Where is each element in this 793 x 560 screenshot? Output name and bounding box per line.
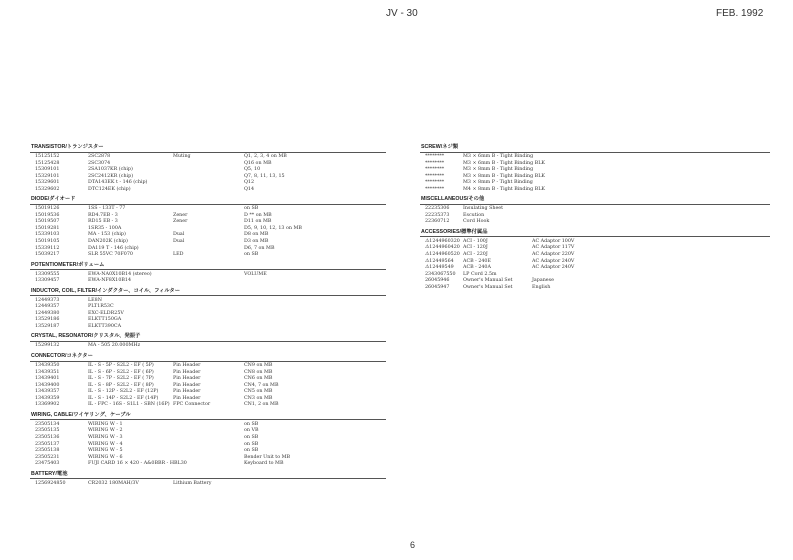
- part-description: IL - S - 12P - S2L2 - EF (12P): [88, 389, 159, 395]
- part-description: MA - 505 20.000MHz: [88, 343, 141, 349]
- part-number: 15299132: [35, 343, 60, 349]
- part-description: ACB - 240E: [463, 258, 491, 264]
- part-description: WIRING W - 5: [88, 448, 123, 454]
- part-location: VOLUME: [244, 271, 267, 277]
- part-description: ACI - 120J: [463, 245, 488, 251]
- parts-row: [30, 481, 386, 488]
- part-number: 13439350: [35, 363, 60, 369]
- part-number: 13309555: [35, 271, 60, 277]
- part-description: WIRING W - 2: [88, 428, 123, 434]
- part-description: 2SC2412KR (chip): [88, 173, 134, 179]
- part-number: 12449373: [35, 297, 60, 303]
- part-location: D11 on MB: [244, 219, 272, 225]
- part-number: 15125152: [35, 154, 60, 159]
- part-type: Pin Header: [173, 369, 201, 375]
- parts-section: [420, 229, 770, 294]
- part-location: on VB: [244, 428, 259, 434]
- part-number: 15329601: [35, 180, 60, 186]
- part-number: 13439359: [35, 395, 60, 401]
- part-number: ********: [425, 180, 445, 186]
- part-description: ACI - 220J: [463, 252, 488, 258]
- part-type: Pin Header: [173, 389, 201, 395]
- parts-section: [30, 288, 386, 334]
- parts-section: [30, 262, 386, 288]
- part-number: ⚠1244960520: [425, 252, 460, 258]
- part-location: on SB: [244, 441, 259, 447]
- part-description: DTA143EK t - 146 (chip): [88, 180, 148, 186]
- part-type: Lithium Battery: [173, 480, 212, 486]
- part-number: 15019281: [35, 225, 60, 231]
- part-description: Owner's Manual Set: [463, 284, 513, 290]
- part-number: 23505231: [35, 454, 60, 460]
- part-location: D5, 9, 10, 12, 13 on MB: [244, 225, 302, 231]
- part-description: 2SC3074: [88, 160, 111, 166]
- parts-row: [30, 324, 386, 331]
- part-location: Q14: [244, 186, 255, 192]
- part-type: AC Adaptor 117V: [532, 245, 575, 251]
- parts-section: [30, 353, 386, 412]
- part-location: CN5 on MB: [244, 389, 273, 395]
- part-description: M3 × 6mm B - Tight Binding BLK: [463, 160, 545, 166]
- part-location: on SB: [244, 421, 259, 427]
- part-number: 15329602: [35, 186, 60, 192]
- part-location: Keyboard to MB: [244, 461, 284, 467]
- part-number: 23505136: [35, 434, 60, 440]
- header-model: JV - 30: [386, 8, 418, 19]
- part-number: ⚠1244960320: [425, 238, 460, 244]
- part-description: WIRING W - 3: [88, 434, 123, 440]
- part-type: Zener: [173, 219, 188, 225]
- section-title: ACCESSORIES/標準付属品: [420, 229, 770, 238]
- part-number: ********: [425, 173, 445, 179]
- part-location: Q5, 10: [244, 167, 261, 173]
- part-description: SLR 55VC 70F070: [88, 252, 133, 258]
- part-location: on SB: [244, 252, 259, 258]
- part-description: 1SS - 133T - 77: [88, 206, 126, 212]
- parts-section: [30, 412, 386, 471]
- part-description: WIRING W - 6: [88, 454, 123, 460]
- part-number: 23505134: [35, 421, 60, 427]
- part-location: on SB: [244, 434, 259, 440]
- part-location: CN3 on MB: [244, 395, 273, 401]
- part-description: IL - S - 14P - S2L2 - EF (14P): [88, 395, 159, 401]
- part-description: Insulating Sheet: [463, 206, 504, 212]
- part-description: ACB - 240A: [463, 265, 491, 271]
- part-type: AC Adaptor 100V: [532, 238, 575, 244]
- parts-section: [30, 144, 386, 196]
- part-description: ELKTT390CA: [88, 323, 122, 329]
- part-type: Dual: [173, 232, 185, 238]
- part-number: 15309101: [35, 167, 60, 173]
- part-number: 13439357: [35, 389, 60, 395]
- part-description: DAN202K (chip): [88, 239, 128, 245]
- part-number: 15019507: [35, 219, 60, 225]
- part-number: 26045946: [425, 278, 450, 284]
- part-type: AC Adaptor 240V: [532, 258, 575, 264]
- part-number: ⚠12449549: [425, 265, 454, 271]
- part-description: RD15 EB - 3: [88, 219, 118, 225]
- part-description: LE8N: [88, 297, 102, 303]
- part-description: Owner's Manual Set: [463, 278, 513, 284]
- right-parts-column: [420, 144, 770, 294]
- section-title: SCREW/ネジ類: [420, 144, 770, 153]
- part-location: CN6 on MB: [244, 376, 273, 382]
- part-description: MA - 153 (chip): [88, 232, 126, 238]
- part-type: Pin Header: [173, 395, 201, 401]
- part-description: RD4.7EB - 3: [88, 212, 118, 218]
- part-number: ********: [425, 160, 445, 166]
- part-location: CN1, 2 on MB: [244, 402, 279, 408]
- part-number: 23505138: [35, 448, 60, 454]
- part-number: 2343067550: [425, 271, 456, 277]
- part-number: 12449380: [35, 310, 60, 316]
- section-title: WIRING, CABLE/ワイヤリング、ケーブル: [30, 412, 386, 421]
- section-title: DIODE/ダイオード: [30, 196, 386, 205]
- part-description: IL - S - 7P - S2L2 - EF ( 7P): [88, 376, 154, 382]
- part-type: Pin Header: [173, 382, 201, 388]
- section-title: INDUCTOR, COIL, FILTER/インダクター、コイル、フィルター: [30, 288, 386, 297]
- part-location: CN8 on MB: [244, 369, 273, 375]
- section-title: BATTERY/電池: [30, 471, 386, 480]
- part-type: Zener: [173, 212, 188, 218]
- part-location: on SB: [244, 448, 259, 454]
- section-title: CONNECTOR/コネクター: [30, 353, 386, 362]
- part-description: DA119 T - 146 (chip): [88, 245, 139, 251]
- part-number: 15125428: [35, 160, 60, 166]
- part-description: IL - FPC - 16S - S1L1 - SBN (16P): [88, 402, 170, 408]
- part-number: 13439351: [35, 369, 60, 375]
- part-description: M3 × 6mm B - Tight Binding: [463, 154, 534, 159]
- part-location: CN9 on MB: [244, 363, 273, 369]
- part-number: ********: [425, 154, 445, 159]
- part-description: WIRING W - 4: [88, 441, 123, 447]
- parts-row: [30, 252, 386, 259]
- part-description: IL - S - 5P - S2L2 - EF ( 5P): [88, 363, 154, 369]
- part-location: D6, 7 on MB: [244, 245, 275, 251]
- part-description: ACI - 100J: [463, 238, 488, 244]
- part-number: 22235306: [425, 206, 450, 212]
- part-type: Pin Header: [173, 376, 201, 382]
- part-type: English: [532, 284, 551, 290]
- part-location: Bender Unit to MB: [244, 454, 291, 460]
- part-type: FPC Connector: [173, 402, 211, 408]
- parts-row: [30, 461, 386, 468]
- part-description: LP Cord 2.5m: [463, 271, 497, 277]
- part-location: CN4, 7 on MB: [244, 382, 279, 388]
- part-type: Pin Header: [173, 363, 201, 369]
- part-description: FUJI CARD 16 × 420 - A&0BBR - HBL30: [88, 461, 187, 467]
- part-number: 13439401: [35, 376, 60, 382]
- part-number: 15339103: [35, 232, 60, 238]
- part-type: Japanese: [532, 278, 554, 284]
- part-description: 2SC2878: [88, 154, 111, 159]
- part-description: PLT1R53C: [88, 304, 114, 310]
- parts-section: [420, 144, 770, 196]
- left-parts-column: [30, 144, 386, 490]
- page-number: 6: [410, 540, 416, 550]
- part-number: 15039217: [35, 252, 60, 258]
- part-number: 15019536: [35, 212, 60, 218]
- parts-row: [30, 343, 386, 350]
- part-number: 23505135: [35, 428, 60, 434]
- part-number: 22235373: [425, 212, 450, 218]
- part-number: 15019105: [35, 239, 60, 245]
- header-date: FEB. 1992: [716, 8, 764, 19]
- part-description: IL - S - 6P - S2L2 - EF ( 6P): [88, 369, 154, 375]
- part-location: Q12: [244, 180, 255, 186]
- part-number: ********: [425, 186, 445, 192]
- part-type: AC Adaptor 240V: [532, 265, 575, 271]
- part-description: EXC-ELDR25V: [88, 310, 124, 316]
- part-number: 23475403: [35, 461, 60, 467]
- part-description: CR2032 180MAH/3V: [88, 480, 139, 486]
- part-number: 15329101: [35, 173, 60, 179]
- parts-row: [30, 278, 386, 285]
- part-description: ELKTT150GA: [88, 317, 122, 323]
- part-type: AC Adaptor 220V: [532, 252, 575, 258]
- part-description: DTC124EK (chip): [88, 186, 131, 192]
- parts-row: [30, 187, 386, 194]
- part-description: IL - S - 8P - S2L2 - EF ( 8P): [88, 382, 154, 388]
- part-description: EWA-NF8X10B14: [88, 278, 132, 284]
- parts-section: [420, 196, 770, 229]
- part-number: 23505137: [35, 441, 60, 447]
- section-title: MISCELLANEOUS/その他: [420, 196, 770, 205]
- part-location: Q16 on MB: [244, 160, 272, 166]
- part-number: 15019126: [35, 206, 60, 212]
- part-description: M3 × 8mm B - Tight Binding BLK: [463, 173, 545, 179]
- parts-row: [420, 285, 770, 292]
- part-description: Escution: [463, 212, 485, 218]
- parts-row: [30, 402, 386, 409]
- part-location: D3 on MB: [244, 239, 269, 245]
- parts-row: [420, 187, 770, 194]
- part-location: Q1, 2, 3, 4 on MB: [244, 154, 287, 159]
- part-number: ⚠12449564: [425, 258, 454, 264]
- part-type: Muting: [173, 154, 191, 159]
- part-number: 13529186: [35, 317, 60, 323]
- part-number: 22360712: [425, 219, 450, 225]
- part-number: 1256924850: [35, 480, 66, 486]
- part-number: 13529187: [35, 323, 60, 329]
- part-description: 1SR35 - 100A: [88, 225, 122, 231]
- part-number: ********: [425, 167, 445, 173]
- part-number: 13369902: [35, 402, 60, 408]
- part-description: M4 × 8mm B - Tight Binding BLK: [463, 186, 545, 192]
- part-number: ⚠1244960420: [425, 245, 460, 251]
- part-description: M3 × 8mm B - Tight Binding: [463, 167, 534, 173]
- part-number: 12449357: [35, 304, 60, 310]
- part-location: D ** on MB: [244, 212, 272, 218]
- part-type: Dual: [173, 239, 185, 245]
- parts-section: [30, 333, 386, 353]
- part-location: on SB: [244, 206, 259, 212]
- part-description: Cord Hook: [463, 219, 490, 225]
- part-description: WIRING W - 1: [88, 421, 123, 427]
- part-number: 26045947: [425, 284, 450, 290]
- part-description: M3 × 8mm P - Tight Binding: [463, 180, 533, 186]
- part-location: Q7, 8, 11, 13, 15: [244, 173, 285, 179]
- parts-section: [30, 471, 386, 491]
- part-number: 13439400: [35, 382, 60, 388]
- part-type: LED: [173, 252, 184, 258]
- part-description: 2SA1037KR (chip): [88, 167, 133, 173]
- parts-section: [30, 196, 386, 261]
- section-title: CRYSTAL, RESONATOR/クリスタル、発振子: [30, 333, 386, 342]
- part-number: 15339112: [35, 245, 60, 251]
- part-description: EWA-NA0X10B14 (stereo): [88, 271, 152, 277]
- section-title: POTENTIOMETER/ボリューム: [30, 262, 386, 271]
- part-number: 13309457: [35, 278, 60, 284]
- part-location: D8 on MB: [244, 232, 269, 238]
- parts-row: [420, 219, 770, 226]
- section-title: TRANSISTOR/トランジスター: [30, 144, 386, 153]
